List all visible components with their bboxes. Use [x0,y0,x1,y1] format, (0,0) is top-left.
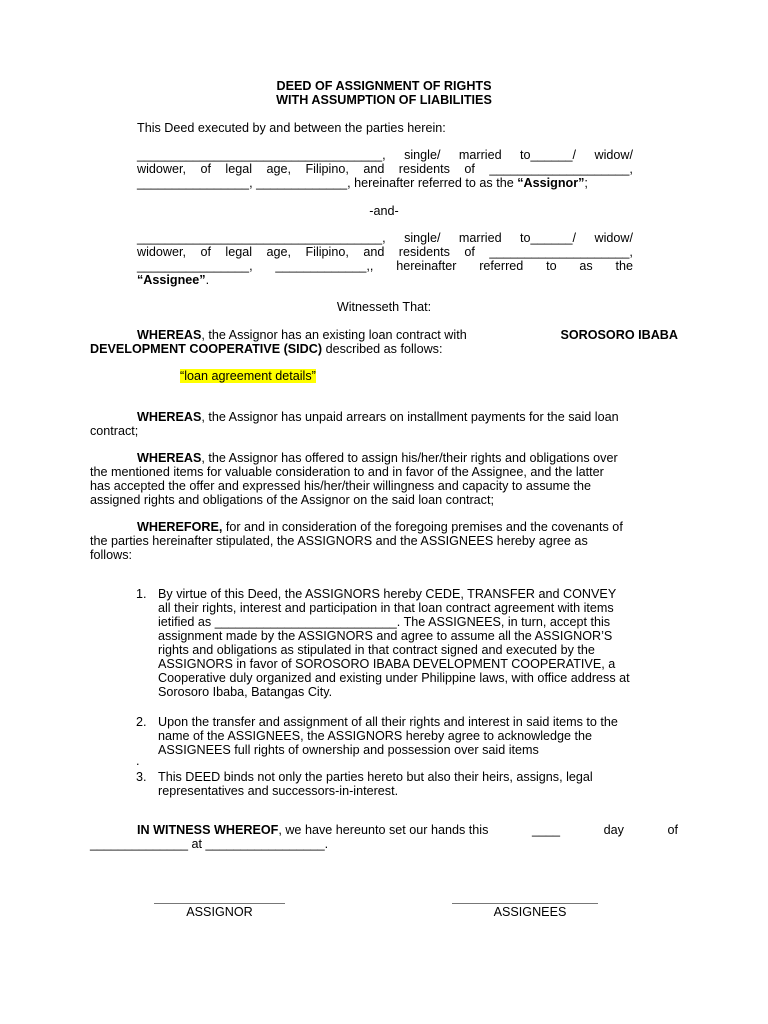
and-separator: -and- [369,204,399,218]
item-1-line: rights and obligations as stipulated in that contract signed and executed by the [158,643,595,657]
document-subtitle: WITH ASSUMPTION OF LIABILITIES [276,93,492,107]
loan-agreement-details: “loan agreement details” [180,369,316,383]
assignee-line-2: widower, of legal age, Filipino, and residents of ____________________, [137,245,633,259]
whereas-3-line-1: WHEREAS, the Assignor has offered to assign his/her/their rights and obligations over [137,451,618,465]
item-2-line: ASSIGNEES full rights of ownership and possession over said items [158,743,539,757]
assignee-line-1: ___________________________________, single/ married to______/ widow/ [137,231,633,245]
item-3-line: This DEED binds not only the parties hereto but also their heirs, assigns, legal [158,770,593,784]
whereas-1-line-1: WHEREAS, the Assignor has an existing loan contract with SOROSORO IBABA [137,328,678,342]
item-1-line: all their rights, interest and participation in that loan contract agreement with items [158,601,614,615]
witnesseth-heading: Witnesseth That: [336,300,432,314]
whereas-2-line-1: WHEREAS, the Assignor has unpaid arrears on installment payments for the said loan [137,410,619,424]
document-title: DEED OF ASSIGNMENT OF RIGHTS [276,79,492,93]
item-1-line: ietified as __________________________. The ASSIGNEES, in turn, accept this [158,615,611,629]
item-3-number: 3. [136,770,147,784]
assignee-line-3: ________________, _____________,, hereinafter referred to as the [137,259,633,273]
assignor-line-3: ________________, _____________, hereinafter referred to as the “Assignor”; [137,176,588,190]
whereas-3-line-3: has accepted the offer and expressed his/her/their willingness and capacity to assume the [90,479,592,493]
item-1-line: assignment made by the ASSIGNORS and agree to assume all the ASSIGNOR’S [158,629,613,643]
item-1-line: Cooperative duly organized and existing under Philippine laws, with office address at [158,671,630,685]
assignor-signature-label: ASSIGNOR [186,905,253,919]
wherefore-line-1: WHEREFORE, for and in consideration of the foregoing premises and the covenants of [137,520,623,534]
item-1-number: 1. [136,587,147,601]
whereas-2-line-2: contract; [90,424,139,438]
whereas-1-line-2: DEVELOPMENT COOPERATIVE (SIDC) described as follows: [90,342,443,356]
witness-line-1: IN WITNESS WHEREOF, we have hereunto set our hands this ____ day of [137,823,678,837]
item-2-line: name of the ASSIGNEES, the ASSIGNORS hereby agree to acknowledge the [158,729,593,743]
wherefore-line-3: follows: [90,548,132,562]
whereas-3-line-2: the mentioned items for valuable consideration to and in favor of the Assignee, and the latter [90,465,604,479]
item-1-line: By virtue of this Deed, the ASSIGNORS hereby CEDE, TRANSFER and CONVEY [158,587,617,601]
intro-text: This Deed executed by and between the parties herein: [137,121,446,135]
item-3-line: representatives and successors-in-interest. [158,784,399,798]
item-2-number: 2. [136,715,147,729]
wherefore-line-2: the parties hereinafter stipulated, the ASSIGNORS and the ASSIGNEES hereby agree as [90,534,588,548]
stray-period: . [136,754,140,768]
item-1-line: ASSIGNORS in favor of SOROSORO IBABA DEVELOPMENT COOPERATIVE, a [158,657,616,671]
assignee-line-4: “Assignee”. [137,273,210,287]
assignor-signature-line [154,903,285,904]
witness-line-2: ______________ at _________________. [90,837,329,851]
item-2-line: Upon the transfer and assignment of all their rights and interest in said items to the [158,715,618,729]
assignees-signature-label: ASSIGNEES [493,905,567,919]
assignor-line-1: ___________________________________, single/ married to______/ widow/ [137,148,633,162]
assignees-signature-line [452,903,598,904]
whereas-3-line-4: assigned rights and obligations of the Assignor on the said loan contract; [90,493,494,507]
item-1-line: Sorosoro Ibaba, Batangas City. [158,685,333,699]
assignor-line-2: widower, of legal age, Filipino, and residents of ____________________, [137,162,633,176]
